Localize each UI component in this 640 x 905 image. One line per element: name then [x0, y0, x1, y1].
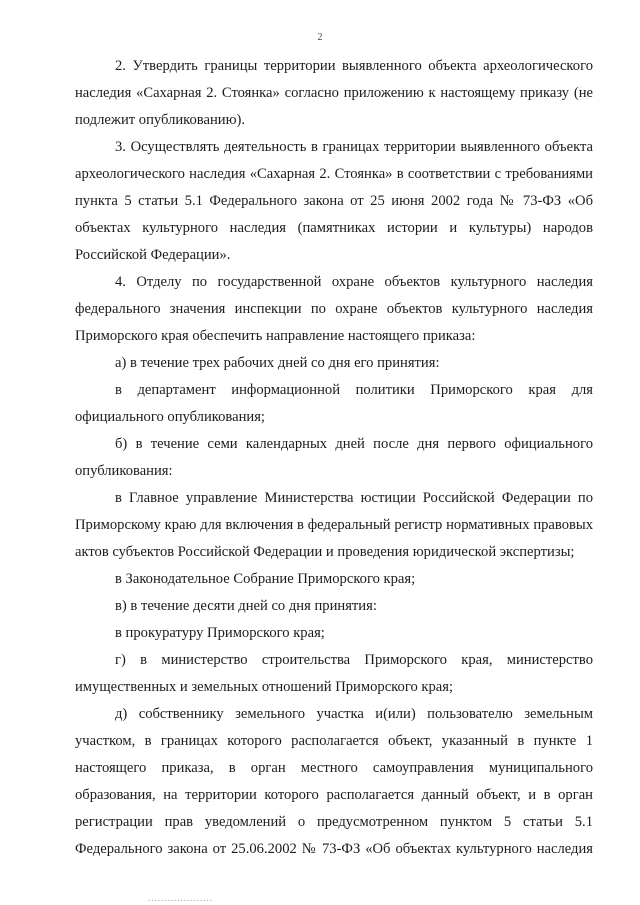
footer-dots: .................... — [148, 893, 213, 903]
paragraph-subitem-g: г) в министерство строительства Приморского края, министерство имущественных и земельных отношений Приморского края; — [75, 652, 593, 695]
paragraph-subitem-b: б) в течение семи календарных дней после дня первого официального опубликования: — [75, 436, 593, 479]
paragraph-item-2: 2. Утвердить границы территории выявленного объекта археологического наследия «Сахарная 2. Стоянка» согласно приложению к настоящему приказу (не подлежит опубликованию). — [75, 58, 593, 128]
paragraph-item-3: 3. Осуществлять деятельность в границах территории выявленного объекта археологического наследия «Сахарная 2. Стоянка» в соответствии с требованиями пункта 5 статьи 5.1 Федерального закона от 25 июня 2002 года № 73-ФЗ «Об объектах культурного наследия (памятниках истории и культуры) народов Российской Федерации». — [75, 139, 593, 263]
paragraph-item-4: 4. Отделу по государственной охране объектов культурного наследия федерального значения инспекции по охране объектов культурного наследия Приморского края обеспечить направление настоящего приказа: — [75, 274, 593, 344]
page-number: 2 — [317, 32, 323, 43]
paragraph-subitem-a: а) в течение трех рабочих дней со дня его принятия: — [115, 355, 440, 371]
paragraph-recipient-ministry-justice: в Главное управление Министерства юстиции Российской Федерации по Приморскому краю для включения в федеральный регистр нормативных правовых актов субъектов Российской Федерации и проведения юридической экспертизы; — [75, 490, 593, 560]
document-body — [75, 53, 593, 863]
paragraph-recipient-info-policy: в департамент информационной политики Приморского края для официального опубликования; — [75, 382, 593, 425]
paragraph-recipient-prosecutor: в прокуратуру Приморского края; — [115, 625, 325, 641]
paragraph-recipient-legislative-assembly: в Законодательное Собрание Приморского края; — [115, 571, 416, 587]
paragraph-subitem-d: д) собственнику земельного участка и(или) пользователю земельным участком, в границах которого располагается объект, указанный в пункте 1 настоящего приказа, в орган местного самоуправления муниципального образования, на территории которого располагается данный объект, и в орган регистрации прав уведомлений о предусмотренном пунктом 5 статьи 5.1 Федерального закона от 25.06.2002 № 73-ФЗ «Об объектах культурного наследия — [75, 706, 593, 857]
paragraph-subitem-v: в) в течение десяти дней со дня принятия: — [115, 598, 377, 614]
